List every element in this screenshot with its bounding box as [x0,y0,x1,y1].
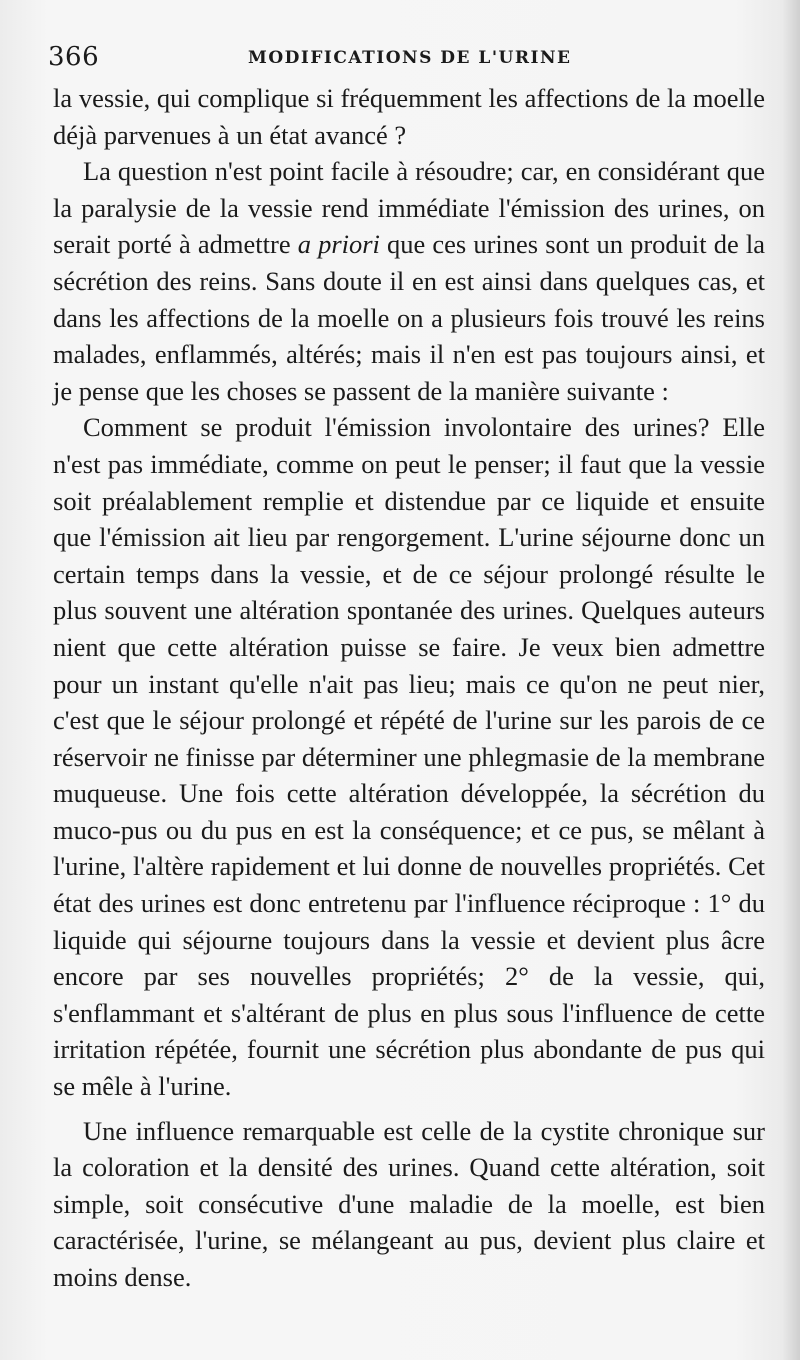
paragraph-question [53,153,765,409]
running-head: MODIFICATIONS DE L'URINE [248,48,572,68]
page-number: 366 [48,42,100,72]
italic-a-priori: a priori [297,229,380,260]
paragraph-question-end: que ces urines sont un produit de la sécrétion des reins. Sans doute il en est ainsi dans quelques cas, et dans les affections de la moelle on a plusieurs fois trouvé les reins malades, enflammés, altérés; mais il n'en est pas toujours ainsi, et je pense que les choses se passent de la manière suivante : [53,229,765,406]
page-header [48,42,748,82]
page-edge-shadow [782,0,800,1360]
paragraph-cystite: Une influence remarquable est celle de la cystite chronique sur la coloration et la densité des urines. Quand cette altération, soit simple, soit consécutive d'une maladie de la moelle, est bien caractérisée, l'urine, se mélangeant au pus, devient plus claire et moins dense. [53,1115,765,1292]
paragraph-continuation: la vessie, qui complique si fréquemment les affections de la moelle déjà parvenues à un état avancé ? [53,83,765,150]
body-text [53,80,765,1296]
paragraph-question-start: La question n'est point facile à résoudre; car, en considérant que la paralysie de la vessie rend immédiate l'émission des urines, on serait porté à admettre [53,156,765,260]
paragraph-emission: Comment se produit l'émission involontaire des urines? Elle n'est pas immédiate, comme on peut le penser; il faut que la vessie soit préalablement remplie et distendue par ce liquide et ensuite que l'émission ait lieu par rengorgement. L'urine séjourne donc un certain temps dans la vessie, et de ce séjour prolongé résulte le plus souvent une altération spontanée des urines. Quelques auteurs nient que cette altération puisse se faire. Je veux bien admettre pour un instant qu'elle n'ait pas lieu; mais ce qu'on ne peut nier, c'est que le séjour prolongé et répété de l'urine sur les parois de ce réservoir ne finisse par déterminer une phlegmasie de la membrane muqueuse. Une fois cette altération développée, la sécrétion du muco-pus ou du pus en est la conséquence; et ce pus, se mêlant à l'urine, l'altère rapidement et lui donne de nouvelles propriétés. Cet état des urines est donc entretenu par l'influence réciproque : 1° du liquide qui séjourne toujours dans la vessie et devient plus âcre encore par ses nouvelles propriétés; 2° de la vessie, qui, s'enflammant et s'altérant de plus en plus sous l'influence de cette irritation répétée, fournit une sécrétion plus abondante de pus qui se mêle à l'urine. [53,412,765,1102]
